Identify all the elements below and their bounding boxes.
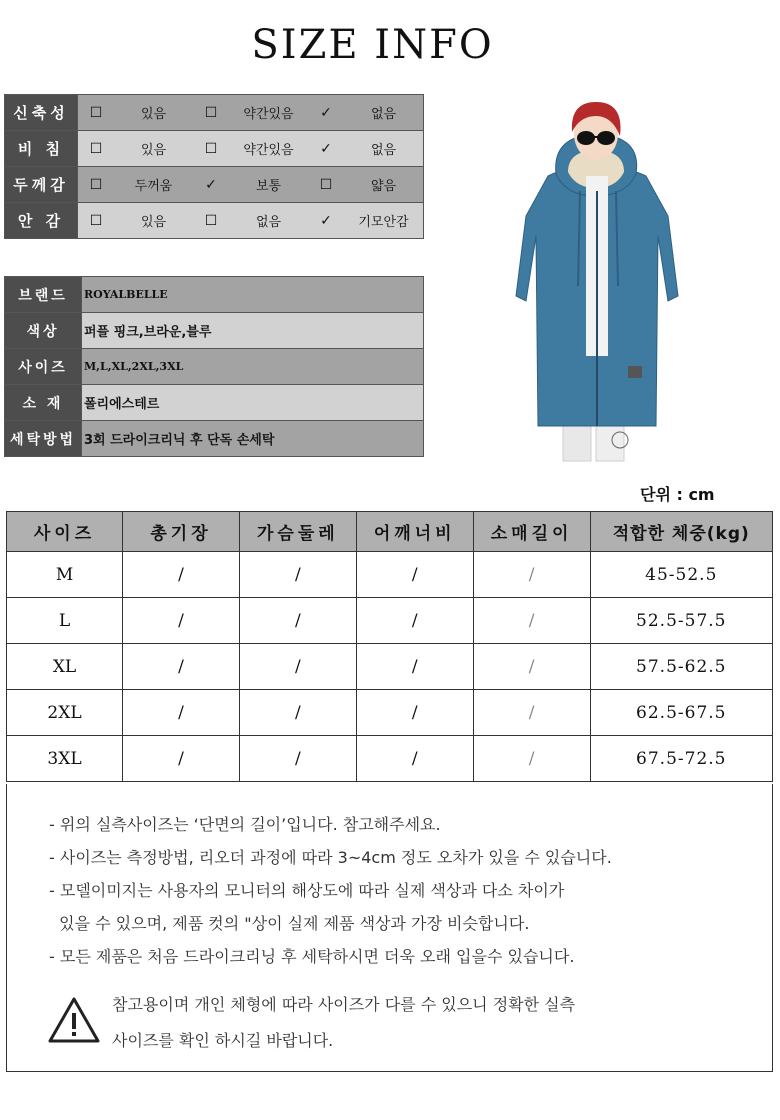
feature-option-label: 얇음 [370,179,397,194]
fabric-features-table [4,94,424,239]
feature-row [5,95,424,131]
size-name: 2XL [7,690,123,736]
check-icon: ✓ [320,104,332,121]
note-line: - 모델이미지는 사용자의 모니터의 해상도에 따라 실제 색상과 다소 차이가 [49,881,565,900]
warning-text: 참고용이며 개인 체형에 따라 사이즈가 다를 수 있으니 정확한 실측 [112,995,576,1014]
measurement-cell: / [123,552,240,598]
checkbox-icon: ☐ [89,140,103,157]
measurement-cell: / [123,690,240,736]
checkbox-icon: ☐ [319,176,333,193]
info-label: 색상 [5,313,82,349]
feature-option-label: 약간있음 [243,143,294,158]
size-header-cell: 사이즈 [7,512,123,552]
info-value: 폴리에스테르 [82,385,424,421]
size-name: L [7,598,123,644]
info-label: 사이즈 [5,349,82,385]
size-name: 3XL [7,736,123,782]
size-name: M [7,552,123,598]
size-name: XL [7,644,123,690]
feature-options [78,203,424,239]
size-header-cell: 적합한 체중(kg) [590,512,772,552]
feature-option-label: 있음 [140,143,167,158]
checkbox-icon: ☐ [204,140,218,157]
measurement-cell: / [239,690,356,736]
feature-options-grid [78,167,423,202]
size-row [7,690,773,736]
info-row [5,277,424,313]
feature-option-label: 없음 [370,107,397,122]
info-value: M,L,XL,2XL,3XL [82,349,424,385]
checkbox-icon: ☐ [89,176,103,193]
weight-range: 62.5-67.5 [590,690,772,736]
info-value: ROYALBELLE [82,277,424,313]
warning-icon [47,996,101,1044]
feature-row [5,131,424,167]
measurement-cell: / [123,736,240,782]
info-value: 3회 드라이크리닉 후 단독 손세탁 [82,421,424,457]
note-line: - 위의 실측사이즈는 ‘단면의 길이’입니다. 참고해주세요. [49,815,441,834]
unit-label: 단위 : cm [640,485,715,504]
checkbox-icon: ☐ [89,212,103,229]
feature-label: 두께감 [5,167,78,203]
size-row [7,552,773,598]
feature-label: 안 감 [5,203,78,239]
weight-range: 57.5-62.5 [590,644,772,690]
measurement-cell: / [123,644,240,690]
notes-box [6,784,773,1072]
note-line: 있을 수 있으며, 제품 컷의 "상이 실제 제품 색상과 가장 비슷합니다. [49,914,530,933]
info-value: 퍼플 핑크,브라운,블루 [82,313,424,349]
size-table [6,511,773,782]
measurement-cell: / [123,598,240,644]
page-title: SIZE INFO [251,22,494,68]
feature-row [5,203,424,239]
checkbox-icon: ☐ [89,104,103,121]
info-row [5,313,424,349]
weight-range: 67.5-72.5 [590,736,772,782]
feature-option-label: 두꺼움 [134,179,173,194]
measurement-cell: / [473,644,590,690]
measurement-cell: / [356,552,473,598]
measurement-cell: / [239,736,356,782]
warning-text: 사이즈를 확인 하시길 바랍니다. [112,1031,334,1050]
checkbox-icon: ☐ [204,212,218,229]
weight-range: 52.5-57.5 [590,598,772,644]
note-line: - 모든 제품은 처음 드라이크리닝 후 세탁하시면 더욱 오래 입을수 있습니다. [49,947,575,966]
info-label: 세탁방법 [5,421,82,457]
measurement-cell: / [239,598,356,644]
info-label: 브랜드 [5,277,82,313]
size-header-cell: 총기장 [123,512,240,552]
product-info-table [4,276,424,457]
feature-option-label: 보통 [255,179,282,194]
model-photo [508,96,686,464]
check-icon: ✓ [320,212,332,229]
size-row [7,598,773,644]
check-icon: ✓ [320,140,332,157]
measurement-cell: / [356,690,473,736]
feature-options [78,95,424,131]
size-row [7,644,773,690]
note-line: - 사이즈는 측정방법, 리오더 과정에 따라 3~4cm 정도 오차가 있을 수 있습니다. [49,848,612,867]
measurement-cell: / [356,644,473,690]
feature-row [5,167,424,203]
size-header-cell: 소매길이 [473,512,590,552]
measurement-cell: / [473,690,590,736]
feature-options-grid [78,95,423,130]
feature-label: 비 침 [5,131,78,167]
feature-option-label: 약간있음 [243,107,294,122]
measurement-cell: / [356,598,473,644]
feature-options [78,131,424,167]
measurement-cell: / [356,736,473,782]
measurement-cell: / [473,552,590,598]
feature-option-label: 없음 [255,215,282,230]
info-label: 소 재 [5,385,82,421]
size-header-cell: 가슴둘레 [239,512,356,552]
feature-option-label: 없음 [370,143,397,158]
feature-options-grid [78,131,423,166]
measurement-cell: / [239,552,356,598]
measurement-cell: / [239,644,356,690]
size-row [7,736,773,782]
check-icon: ✓ [205,176,217,193]
feature-options [78,167,424,203]
checkbox-icon: ☐ [204,104,218,121]
measurement-cell: / [473,736,590,782]
info-row [5,349,424,385]
feature-option-label: 기모안감 [358,215,409,230]
info-row [5,421,424,457]
feature-options-grid [78,203,423,238]
weight-range: 45-52.5 [590,552,772,598]
feature-option-label: 있음 [140,107,167,122]
feature-option-label: 있음 [140,215,167,230]
measurement-cell: / [473,598,590,644]
feature-label: 신축성 [5,95,78,131]
size-table-header [7,512,773,552]
size-header-cell: 어깨너비 [356,512,473,552]
info-row [5,385,424,421]
